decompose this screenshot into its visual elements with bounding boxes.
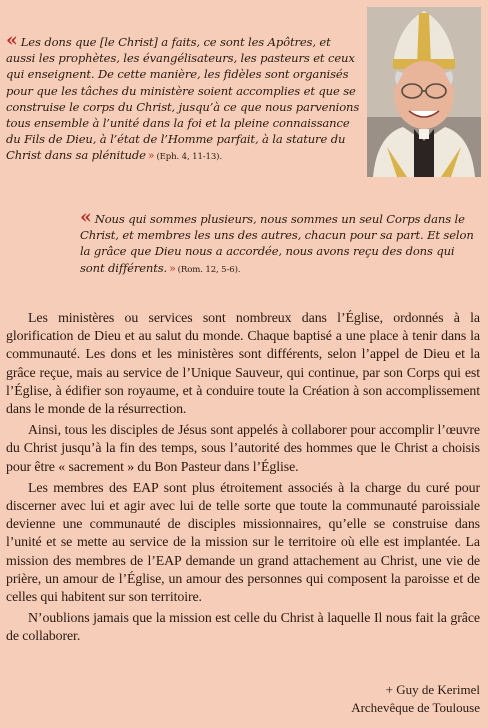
main-text (6, 310, 480, 650)
archbishop-portrait (367, 7, 481, 177)
signature-name: + Guy de Kerimel (385, 682, 480, 697)
quote-romans (80, 206, 482, 278)
paragraph: Les membres des EAP sont plus étroitement associés à la charge du curé pour discerner avec lui et agir avec lui de telle sorte que toute la communauté paroissiale devienne une communauté de disciples missionnaires, qu’elle se construise dans l’unité et se mette au service de la mission sur le territoire où elle est implantée. La mission des membres de l’EAP demande un grand attachement au Christ, une vie de prière, un amour de l’Église, un amour des personnes qui composent la paroisse et de celles qui habitent sur son territoire. (6, 480, 480, 606)
signature-block (351, 681, 480, 717)
paragraph: N’oublions jamais que la mission est celle du Christ à laquelle Il nous fait la grâce de collaborer. (6, 611, 480, 645)
quote-romans-text: Nous qui sommes plusieurs, nous sommes un seul Corps dans le Christ, et membres les uns des autres, chacun pour sa part. Et selon la grâce que Dieu nous a accordée, nous avons reçu des dons qui sont différents. (80, 212, 474, 275)
paragraph: Les ministères ou services sont nombreux dans l’Église, ordonnés à la glorification de Dieu et au salut du monde. Chaque baptisé a une place à tenir dans la communauté. Les dons et les ministères sont différents, selon l’appel de Dieu et la grâce reçue, mais au service de l’Unique Sauveur, qui continue, par son Corps qui est l’Église, à édifier son royaume, et à conduire toute la Création à son accomplissement dans le monde de la résurrection. (6, 311, 480, 418)
portrait-image (367, 7, 481, 177)
quote-romans-reference: (Rom. 12, 5-6). (177, 264, 241, 275)
quote-ephesians (6, 29, 362, 166)
signature-title: Archevêque de Toulouse (351, 700, 480, 715)
open-quote-mark: « (6, 29, 18, 51)
close-quote-mark: » (147, 149, 155, 163)
quote-ephesians-reference: (Eph. 4, 11-13). (156, 152, 222, 163)
open-quote-mark: « (80, 206, 92, 228)
paragraph: Ainsi, tous les disciples de Jésus sont appelés à collaborer pour accomplir l’œuvre du Christ jusqu’à la fin des temps, sous l’autorité des hommes que le Christ a choisis pour être « sacrement » du Bon Pasteur dans l’Église. (6, 423, 480, 475)
quote-ephesians-text: Les dons que [le Christ] a faits, ce sont les Apôtres, et aussi les prophètes, les évangélisateurs, les pasteurs et ceux qui enseignent. De cette manière, les fidèles sont organisés pour que les tâches du ministère soient accomplies et que se construise le corps du Christ, jusqu’à ce que nous parvenions tous ensemble à l’unité dans la foi et la pleine connaissance du Fils de Dieu, à l’état de l’Homme parfait, à la stature du Christ dans sa plénitude (6, 35, 360, 163)
close-quote-mark: » (169, 261, 176, 275)
